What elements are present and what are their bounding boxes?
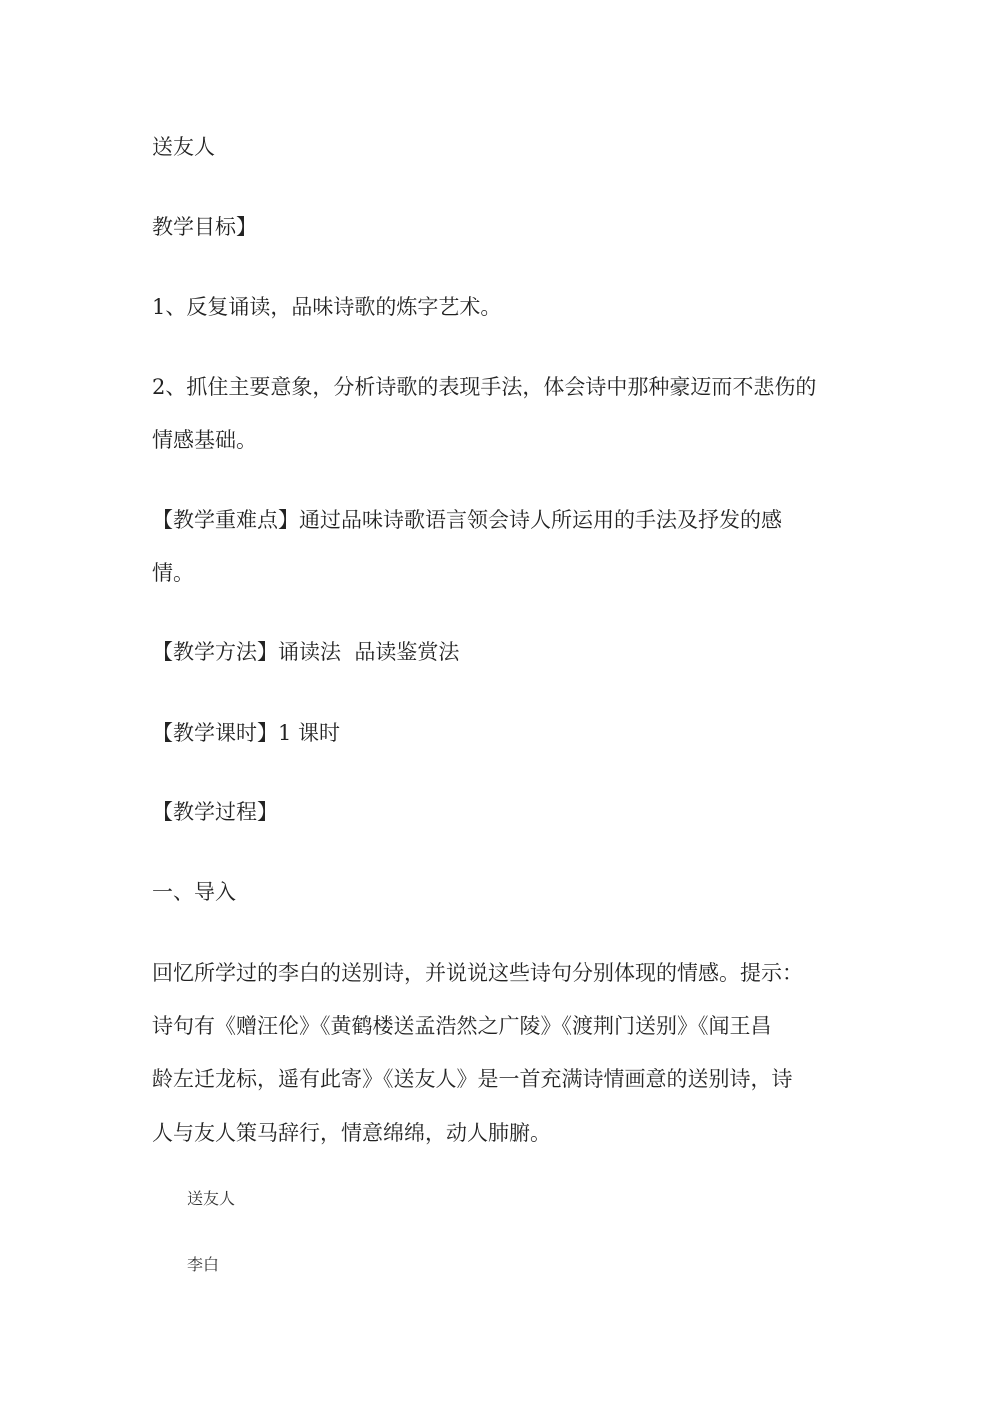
poem-title: 送友人 bbox=[187, 1189, 236, 1208]
process-heading: 【教学过程】 bbox=[152, 800, 278, 824]
intro-line-2: 诗句有《赠汪伦》《黄鹤楼送孟浩然之广陵》《渡荆门送别》《闻王昌 bbox=[152, 1014, 772, 1038]
class-hours: 【教学课时】1 课时 bbox=[152, 721, 341, 745]
document-title: 送友人 bbox=[152, 135, 215, 159]
objective-2-line-1: 2、抓住主要意象，分析诗歌的表现手法，体会诗中那种豪迈而不悲伤的 bbox=[152, 375, 817, 399]
section-intro-heading: 一、导入 bbox=[152, 880, 236, 904]
objectives-heading: 教学目标】 bbox=[152, 215, 257, 239]
objective-2-line-2: 情感基础。 bbox=[152, 428, 257, 452]
poem-author: 李白 bbox=[187, 1255, 220, 1274]
key-points-line-1: 【教学重难点】通过品味诗歌语言领会诗人所运用的手法及抒发的感 bbox=[152, 508, 782, 532]
teaching-methods: 【教学方法】诵读法 品读鉴赏法 bbox=[152, 640, 460, 664]
objective-1: 1、反复诵读，品味诗歌的炼字艺术。 bbox=[152, 295, 502, 319]
intro-line-4: 人与友人策马辞行，情意绵绵，动人肺腑。 bbox=[152, 1121, 551, 1145]
intro-line-3: 龄左迁龙标，遥有此寄》《送友人》是一首充满诗情画意的送别诗，诗 bbox=[152, 1067, 793, 1091]
intro-line-1: 回忆所学过的李白的送别诗，并说说这些诗句分别体现的情感。提示： bbox=[152, 961, 803, 985]
key-points-line-2: 情。 bbox=[152, 561, 194, 585]
